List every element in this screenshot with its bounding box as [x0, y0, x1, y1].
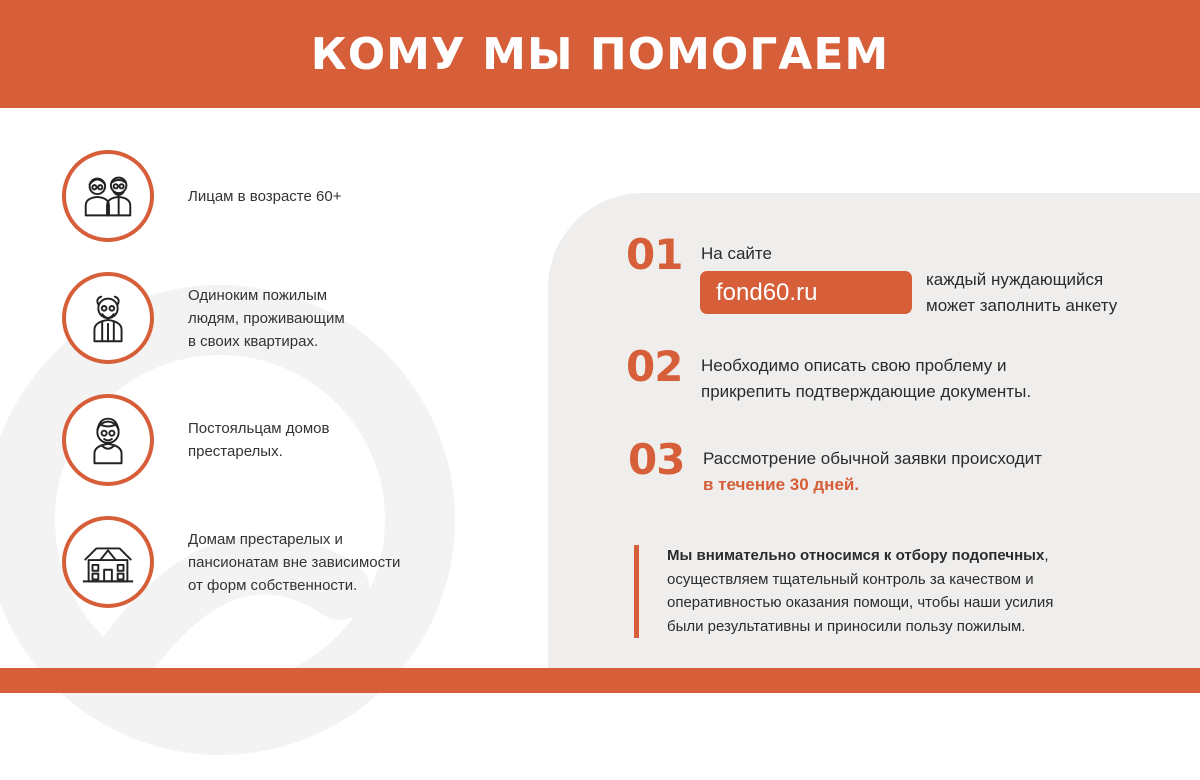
audience-text-line: Постояльцам домов	[188, 420, 330, 437]
audience-text: Лицам в возрасте 60+	[188, 187, 342, 205]
audience-text	[188, 528, 400, 597]
note-bold: Мы внимательно относимся к отбору подопечных	[667, 547, 1045, 564]
note-text	[667, 544, 1137, 638]
audience-item	[62, 150, 341, 242]
site-link-button[interactable]: fond60.ru	[700, 271, 912, 314]
step-text-line: прикрепить подтверждающие документы.	[701, 382, 1032, 401]
page-title: КОМУ МЫ ПОМОГАЕМ	[310, 28, 890, 80]
audience-text	[188, 417, 330, 463]
note-line: осуществляем тщательный контроль за качеством и	[667, 570, 1034, 588]
audience-text-line: Домам престарелых и	[188, 530, 343, 548]
elderly-man-icon	[77, 287, 139, 349]
step-number: 03	[628, 435, 685, 484]
audience-text-line: престарелых.	[188, 443, 283, 460]
footer-bar	[0, 668, 1200, 693]
note-comma: ,	[1044, 547, 1049, 564]
step-text	[703, 446, 1042, 498]
step-text-line: может заполнить анкету	[926, 296, 1118, 315]
audience-text-line: Одиноким пожилым	[188, 286, 328, 304]
audience-icon-circle	[62, 516, 154, 608]
step-text: На сайте	[701, 244, 772, 263]
audience-icon-circle	[62, 394, 154, 486]
step-text-line: Рассмотрение обычной заявки происходит	[703, 449, 1042, 468]
note-line: были результативны и приносили пользу пожилым.	[667, 617, 1026, 635]
audience-text	[188, 284, 345, 353]
quote-bar	[634, 545, 639, 638]
audience-text-line: в своих квартирах.	[188, 332, 319, 350]
audience-item	[62, 516, 400, 608]
note-line	[667, 544, 1137, 568]
step-text-line: каждый нуждающийся	[926, 270, 1104, 289]
elderly-couple-icon	[77, 165, 139, 227]
step-text	[701, 353, 1031, 405]
step-number: 02	[626, 342, 683, 391]
audience-text-line: людям, проживающим	[188, 309, 345, 327]
audience-text-line: от форм собственности.	[188, 576, 358, 594]
step-highlight: в течение 30 дней.	[703, 475, 860, 494]
note-line: оперативностью оказания помощи, чтобы наши усилия	[667, 594, 1054, 611]
header-bar	[0, 0, 1200, 108]
house-icon	[77, 531, 139, 593]
elderly-woman-icon	[77, 409, 139, 471]
audience-icon-circle	[62, 272, 154, 364]
audience-item	[62, 394, 330, 486]
step-text	[926, 267, 1117, 319]
audience-text-line: пансионатам вне зависимости	[188, 553, 401, 571]
audience-item	[62, 272, 345, 364]
step-number: 01	[626, 230, 683, 279]
audience-icon-circle	[62, 150, 154, 242]
step-text-line: Необходимо описать свою проблему и	[701, 356, 1007, 375]
